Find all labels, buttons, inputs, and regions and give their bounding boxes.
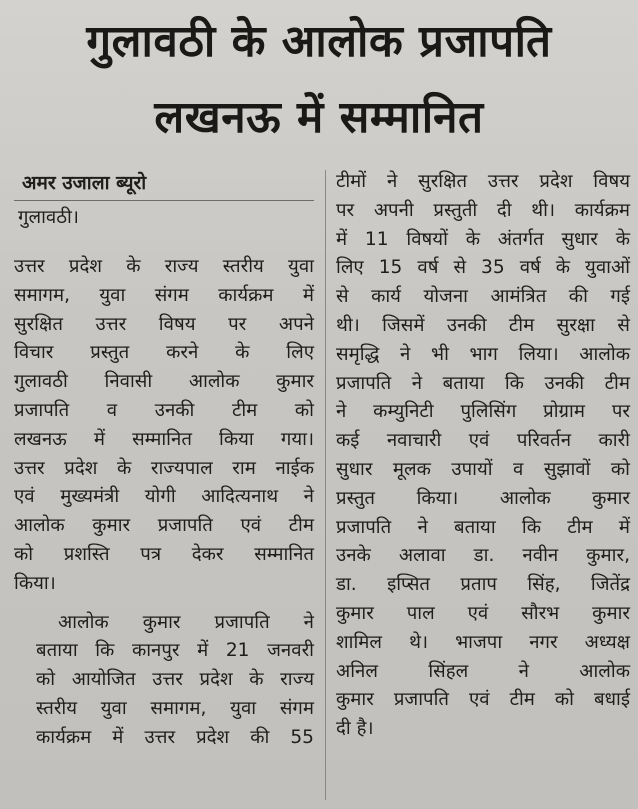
text-line: गुलावठी निवासी आलोक कुमार bbox=[14, 371, 314, 393]
left-column bbox=[14, 168, 314, 753]
text-line: कई नवाचारी एवं परिवर्तन कारी bbox=[336, 430, 630, 452]
text-line: डा. इप्सित प्रताप सिंह, जितेंद्र bbox=[336, 574, 630, 596]
column-divider bbox=[325, 170, 326, 800]
text-line: ने कम्युनिटी पुलिसिंग प्रोग्राम पर bbox=[336, 401, 630, 423]
text-line: से कार्य योजना आमंत्रित की गई bbox=[336, 286, 630, 308]
text-line: प्रजापति ने बताया कि टीम में bbox=[336, 516, 630, 538]
text-line: सुधार मूलक उपायों व सुझावों को bbox=[336, 458, 630, 480]
text-line: उत्तर प्रदेश के राज्य स्तरीय युवा bbox=[14, 256, 314, 277]
text-line: प्रजापति व उनकी टीम को bbox=[14, 399, 314, 421]
byline: अमर उजाला ब्यूरो bbox=[22, 172, 147, 194]
paragraph-3 bbox=[336, 168, 630, 744]
text-line: समागम, युवा संगम कार्यक्रम में bbox=[14, 284, 314, 306]
text-line: टीमों ने सुरक्षित उत्तर प्रदेश विषय bbox=[336, 171, 630, 192]
text-line: सुरक्षित उत्तर विषय पर अपने bbox=[14, 313, 314, 335]
text-line: को प्रशस्ति पत्र देकर सम्मानित bbox=[14, 543, 314, 565]
paragraph-1 bbox=[14, 253, 314, 599]
text-line: एवं मुख्यमंत्री योगी आदित्यनाथ ने bbox=[14, 486, 314, 508]
text-line: कुमार पाल एवं सौरभ कुमार bbox=[336, 602, 630, 624]
byline-rule bbox=[14, 200, 314, 201]
text-line: बताया कि कानपुर में 21 जनवरी bbox=[36, 640, 314, 662]
text-line: लिए 15 वर्ष से 35 वर्ष के युवाओं bbox=[336, 257, 630, 279]
dateline-place: गुलावठी। bbox=[18, 207, 79, 228]
text-line: स्तरीय युवा समागम, युवा संगम bbox=[36, 697, 314, 719]
text-line: किया। bbox=[14, 572, 56, 594]
right-column bbox=[336, 168, 630, 744]
text-line: को आयोजित उत्तर प्रदेश के राज्य bbox=[36, 669, 314, 691]
text-line: दी है। bbox=[336, 718, 374, 740]
text-line: उनके अलावा डा. नवीन कुमार, bbox=[336, 545, 630, 567]
text-line: आलोक कुमार प्रजापति ने bbox=[58, 611, 314, 633]
text-line: कार्यक्रम में उत्तर प्रदेश की 55 bbox=[36, 726, 314, 748]
text-line: प्रजापति ने बताया कि उनकी टीम bbox=[336, 372, 630, 394]
paragraph-2 bbox=[14, 609, 314, 753]
headline-line-1: गुलावठी के आलोक प्रजापति bbox=[86, 16, 552, 67]
text-line: समृद्धि ने भी भाग लिया। आलोक bbox=[336, 343, 630, 365]
text-line: अनिल सिंहल ने आलोक bbox=[336, 660, 630, 682]
text-line: पर अपनी प्रस्तुती दी थी। कार्यक्रम bbox=[336, 199, 630, 221]
text-line: उत्तर प्रदेश के राज्यपाल राम नाईक bbox=[14, 457, 314, 479]
text-line: लखनऊ में सम्मानित किया गया। bbox=[14, 428, 314, 450]
text-line: कुमार प्रजापति एवं टीम को बधाई bbox=[336, 689, 630, 711]
text-line: थी। जिसमें उनकी टीम सुरक्षा से bbox=[336, 314, 630, 336]
text-line: में 11 विषयों के अंतर्गत सुधार के bbox=[336, 228, 630, 250]
text-line: आलोक कुमार प्रजापति एवं टीम bbox=[14, 515, 314, 537]
text-line: प्रस्तुत किया। आलोक कुमार bbox=[336, 487, 630, 509]
text-line: विचार प्रस्तुत करने के लिए bbox=[14, 342, 314, 364]
headline-line-2: लखनऊ में सम्मानित bbox=[154, 92, 484, 143]
text-line: शामिल थे। भाजपा नगर अध्यक्ष bbox=[336, 631, 630, 653]
